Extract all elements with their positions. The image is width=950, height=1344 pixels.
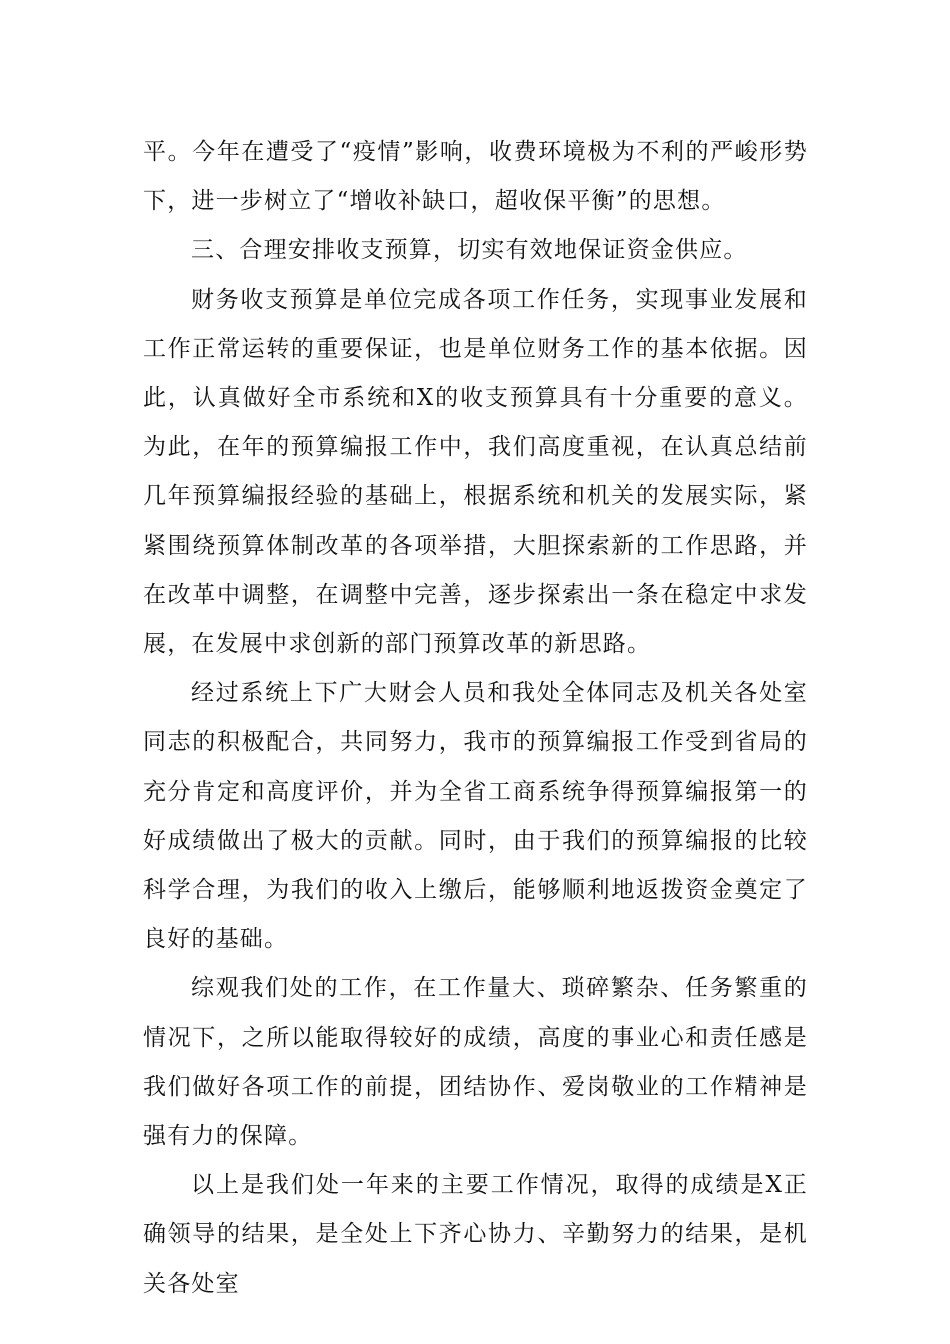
section-heading: 三、合理安排收支预算，切实有效地保证资金供应。: [191, 237, 748, 264]
paragraph-budget: 财务收支预算是单位完成各项工作任务，实现事业发展和工作正常运转的重要保证，也是单位财务工作的基本依据。因此，认真做好全市系统和X的收支预算具有十分重要的意义。为此，在年的预算编报工作中，我们高度重视，在认真总结前几年预算编报经验的基础上，根据系统和机关的发展实际，紧紧围绕预算体制改革的各项举措，大胆探索新的工作思路，并在改革中调整，在调整中完善，逐步探索出一条在稳定中求发展，在发展中求创新的部门预算改革的新思路。: [143, 286, 808, 658]
paragraph-overview: 综观我们处的工作，在工作量大、琐碎繁杂、任务繁重的情况下，之所以能取得较好的成绩，高度的事业心和责任感是我们做好各项工作的前提，团结协作、爱岗敬业的工作精神是强有力的保障。: [143, 975, 808, 1150]
paragraph-cooperation: 经过系统上下广大财会人员和我处全体同志及机关各处室同志的积极配合，共同努力，我市的预算编报工作受到省局的充分肯定和高度评价，并为全省工商系统争得预算编报第一的好成绩做出了极大的贡献。同时，由于我们的预算编报的比较科学合理，为我们的收入上缴后，能够顺利地返拨资金奠定了良好的基础。: [143, 680, 808, 953]
paragraph-continuation: 平。今年在遭受了“疫情”影响，收费环境极为不利的严峻形势下，进一步树立了“增收补缺口，超收保平衡”的思想。: [143, 139, 808, 215]
document-body: [143, 128, 808, 1309]
paragraph-summary: 以上是我们处一年来的主要工作情况，取得的成绩是X正确领导的结果，是全处上下齐心协力、辛勤努力的结果，是机关各处室: [143, 1172, 808, 1297]
